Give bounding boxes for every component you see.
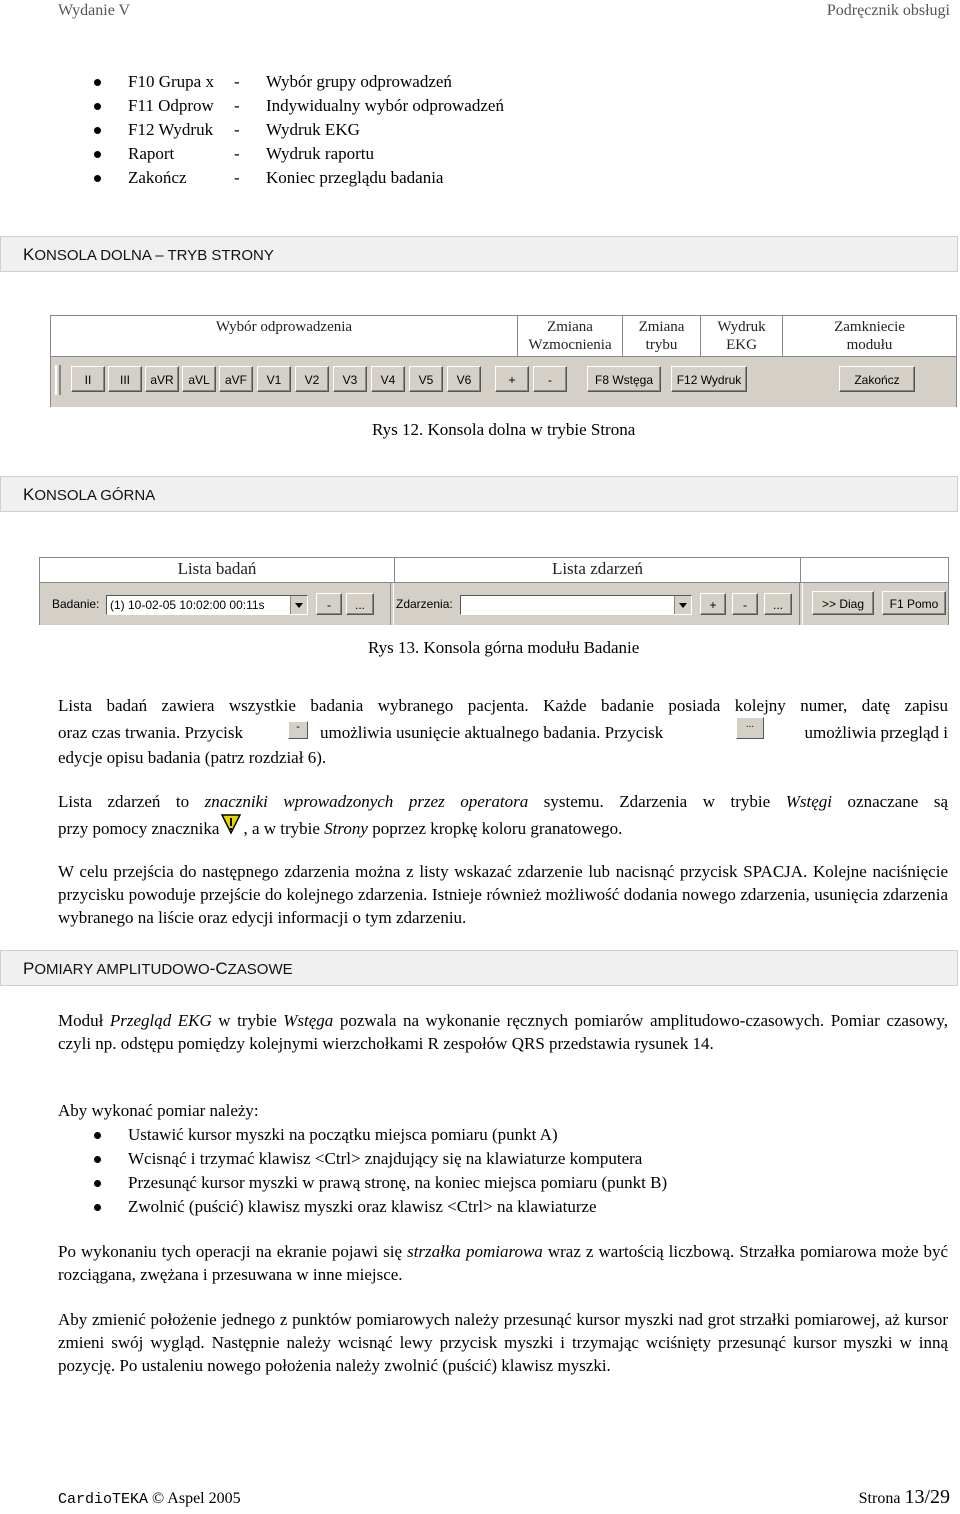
paragraph: edycje opisu badania (patrz rozdział 6).	[58, 748, 327, 767]
bottom-toolbar	[51, 356, 956, 407]
col-header: Wybór odprowadzenia	[51, 316, 518, 356]
top-console-figure	[39, 557, 949, 625]
zdarzenia-select[interactable]	[460, 595, 692, 615]
header-left: Wydanie V	[58, 2, 131, 19]
col-header: Lista badań	[40, 558, 395, 582]
chevron-down-icon[interactable]	[290, 596, 307, 614]
col-header: Wydruk EKG	[701, 316, 783, 356]
paragraph: Moduł Przegląd EKG w trybie Wstęga pozwala na wykonanie ręcznych pomiarów amplitudowo-czasowych. Pomiar czasowy, czyli np. odstępu pomiędzy kolejnymi wierzchołkami R zespołów QRS przedstawia rysunek 14.	[58, 1011, 948, 1053]
lead-button-v3[interactable]: V3	[333, 366, 367, 392]
col-header: Lista zdarzeń	[395, 558, 801, 582]
delete-event-button[interactable]: -	[732, 593, 758, 615]
col-header: Zmiana Wzmocnienia	[518, 316, 623, 356]
diag-button[interactable]: >> Diag	[812, 591, 874, 615]
paragraph: Aby wykonać pomiar należy:	[58, 1101, 259, 1120]
paragraph: Lista badań zawiera wszystkie badania wybranego pacjenta. Każde badanie posiada kolejny numer, datę zapisu	[58, 696, 948, 715]
paragraph-line: przy pomocy znacznika , a w trybie Strony poprzez kropkę koloru granatowego.	[58, 814, 622, 842]
paragraph: Lista zdarzeń to znaczniki wprowadzonych przez operatora systemu. Zdarzenia w trybie Wstęgi oznaczane są	[58, 792, 948, 811]
section-heading-pomiary: POMIARY AMPLITUDOWO-CZASOWE	[0, 950, 958, 986]
badanie-value: (1) 10-02-05 10:02:00 00:11s	[110, 598, 265, 612]
gain-down-button[interactable]: -	[533, 366, 567, 392]
lead-button-avr[interactable]: aVR	[145, 366, 179, 392]
gain-up-button[interactable]: +	[495, 366, 529, 392]
col-header	[801, 558, 948, 582]
paragraph-line: oraz czas trwania. Przycisk - umożliwia usunięcie aktualnego badania. Przycisk ... umożliwia przegląd i	[58, 719, 948, 742]
delete-exam-button[interactable]: -	[316, 593, 342, 615]
lead-button-v6[interactable]: V6	[447, 366, 481, 392]
chevron-down-icon[interactable]	[674, 596, 691, 614]
bottom-console-figure	[50, 315, 957, 407]
close-module-button[interactable]: Zakończ	[839, 366, 915, 392]
top-toolbar	[40, 582, 948, 625]
section-heading-konsola-dolna: KONSOLA DOLNA – TRYB STRONY	[0, 236, 958, 272]
lead-button-v1[interactable]: V1	[257, 366, 291, 392]
lead-button-ii[interactable]: II	[71, 366, 105, 392]
col-header: Zmiana trybu	[623, 316, 701, 356]
more-button-icon: ...	[736, 717, 764, 739]
figure-caption: Rys 13. Konsola górna modułu Badanie	[368, 638, 640, 657]
lead-button-v4[interactable]: V4	[371, 366, 405, 392]
badanie-label: Badanie:	[52, 597, 100, 611]
header-right: Podręcznik obsługi	[826, 2, 950, 19]
badanie-select[interactable]	[106, 595, 308, 615]
help-button[interactable]: F1 Pomo	[882, 591, 946, 615]
col-header: Zamkniecie modułu	[834, 319, 905, 353]
lead-button-avf[interactable]: aVF	[219, 366, 253, 392]
section-heading-konsola-gorna: KONSOLA GÓRNA	[0, 476, 958, 512]
footer-copyright: © Aspel 2005	[152, 1490, 241, 1507]
minus-button-icon: -	[288, 721, 308, 739]
add-event-button[interactable]: +	[700, 593, 726, 615]
footer-right: Strona 13/29	[858, 1486, 950, 1508]
page-number: 13/29	[904, 1486, 950, 1508]
event-marker-icon	[221, 814, 241, 842]
lead-button-v2[interactable]: V2	[295, 366, 329, 392]
toolbar-grip[interactable]	[55, 365, 61, 395]
footer-brand: CardioTEKA	[58, 1491, 149, 1508]
zdarzenia-label: Zdarzenia:	[396, 597, 453, 611]
footer-left	[58, 1490, 241, 1508]
paragraph: Aby zmienić położenie jednego z punktów pomiarowych należy przesunąć kursor myszki nad grot strzałki pomiarowej, aż kursor zmieni swój wygląd. Następnie należy wcisnąć lewy przycisk myszki i trzymając wciśnięty przesunąć kursor myszki w inną pozycję. Po ustaleniu nowego położenia należy zwolnić (puścić) klawisz myszki.	[58, 1310, 948, 1375]
figure-caption: Rys 12. Konsola dolna w trybie Strona	[372, 420, 636, 439]
lead-button-v5[interactable]: V5	[409, 366, 443, 392]
edit-event-button[interactable]: ...	[764, 593, 792, 615]
paragraph: W celu przejścia do następnego zdarzenia można z listy wskazać zdarzenie lub nacisnąć przycisk SPACJA. Kolejne naciśnięcie przycisku powoduje przejście do kolejnego zdarzenia. Istnieje również możliwość dodania nowego zdarzenia, usunięcia zdarzenia wybranego na liście oraz edycji informacji o tym zdarzeniu.	[58, 862, 948, 927]
lead-button-iii[interactable]: III	[108, 366, 142, 392]
print-ekg-button[interactable]: F12 Wydruk	[671, 366, 747, 392]
mode-strip-button[interactable]: F8 Wstęga	[587, 366, 661, 392]
lead-button-avl[interactable]: aVL	[182, 366, 216, 392]
paragraph: Po wykonaniu tych operacji na ekranie pojawi się strzałka pomiarowa wraz z wartością liczbową. Strzałka pomiarowa może być rozciągana, zwężana i przesuwana w inne miejsce.	[58, 1242, 948, 1284]
edit-exam-button[interactable]: ...	[346, 593, 374, 615]
